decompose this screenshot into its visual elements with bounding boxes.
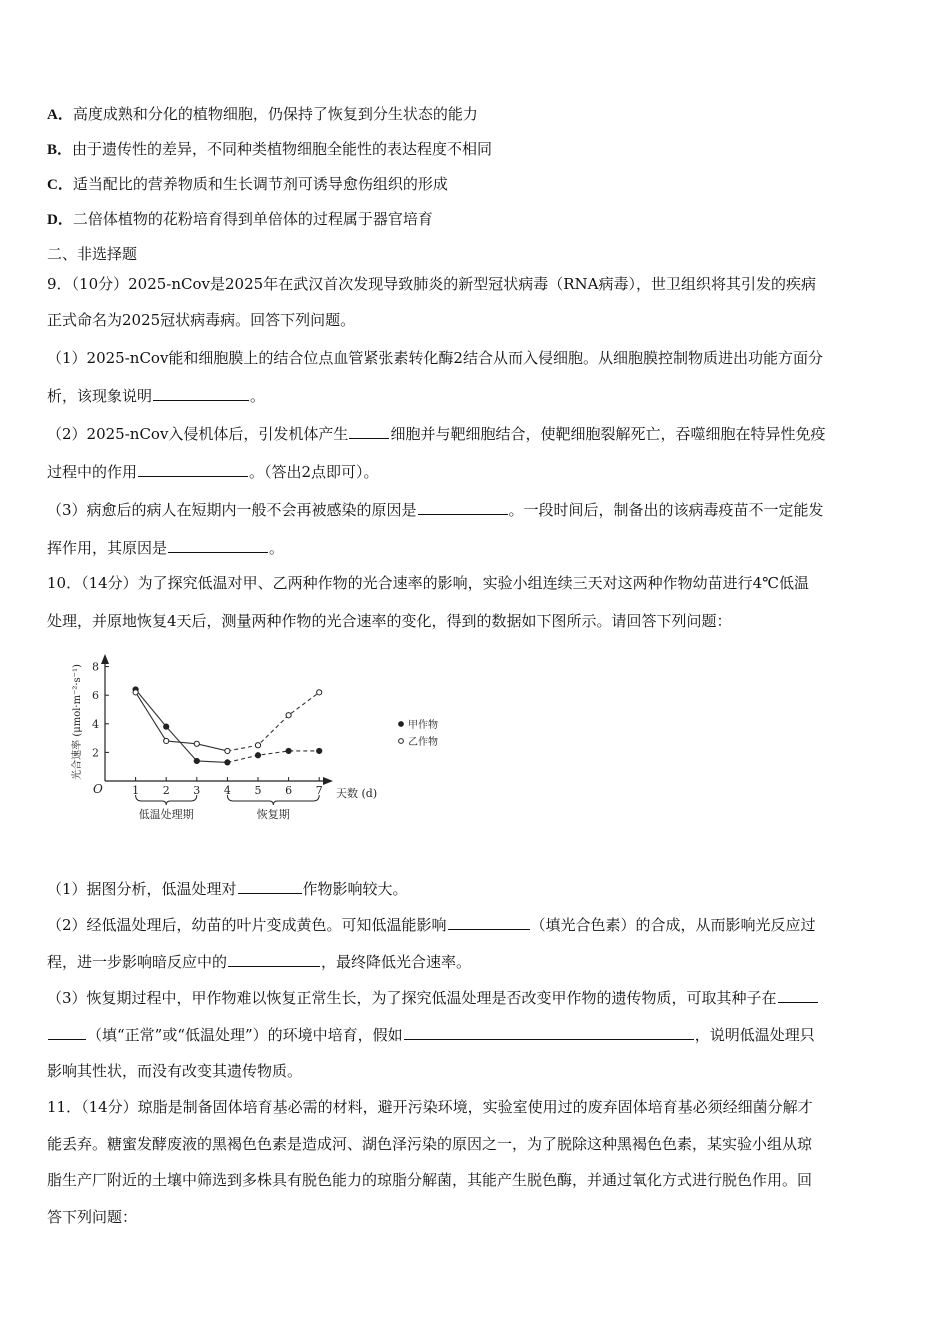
answer-blank[interactable]: [48, 1025, 86, 1040]
q10-part1-text-a: （1）据图分析，低温处理对: [47, 880, 237, 898]
answer-blank[interactable]: [138, 462, 248, 477]
q10-part1: [47, 879, 907, 899]
series-2-point: [317, 690, 322, 695]
q9-part3-line1: [47, 500, 907, 520]
answer-blank[interactable]: [418, 500, 508, 515]
series-1-line-dashed: [227, 751, 319, 762]
option-c: [47, 174, 907, 195]
option-b: [47, 139, 907, 160]
q10-part3-line1: [47, 988, 907, 1008]
option-d-text: 二倍体植物的花粉培育得到单倍体的过程属于器官培育: [72, 210, 433, 228]
q9-part3-text-b: 。一段时间后，制备出的该病毒疫苗不一定能发: [508, 501, 824, 519]
q10-part2-text-d: ，最终降低光合速率。: [321, 953, 472, 971]
q9-part1-text-b: 。: [250, 387, 266, 405]
series-1-point: [255, 753, 260, 758]
q11-stem-line4: 答下列问题：: [47, 1208, 138, 1226]
option-c-text: 适当配比的营养物质和生长调节剂可诱导愈伤组织的形成: [72, 175, 448, 193]
option-d: [47, 209, 907, 230]
answer-blank[interactable]: [448, 915, 530, 930]
photosynthesis-rate-chart: [60, 650, 460, 825]
q9-part2-line1: [47, 424, 907, 444]
q9-part3-line2: [47, 538, 907, 558]
series-1-point: [286, 748, 291, 753]
series-2-point: [255, 743, 260, 748]
series-2-line-solid: [136, 692, 228, 751]
legend-label: 甲作物: [408, 720, 438, 731]
series-2-point: [164, 738, 169, 743]
option-d-letter: D．: [47, 212, 73, 228]
option-b-letter: B．: [47, 142, 73, 158]
q10-part1-text-b: 作物影响较大。: [302, 880, 408, 898]
y-tick-label: 2: [92, 746, 99, 760]
series-2-point: [133, 690, 138, 695]
series-1-point: [194, 758, 199, 763]
q9-part1-line2: [47, 386, 907, 406]
q11-stem-line2: 能丢弃。糖蜜发酵废液的黑褐色色素是造成河、湖色泽污染的原因之一，为了脱除这种黑褐色色素，某实验小组从琼: [47, 1135, 813, 1153]
x-tick-label: 6: [285, 784, 293, 797]
y-tick-label: 4: [92, 717, 99, 731]
q9-part2-line2: [47, 462, 907, 482]
answer-blank[interactable]: [228, 952, 320, 967]
series-2-point: [194, 741, 199, 746]
chart-axes: [101, 654, 333, 785]
q9-part2-text-c: 过程中的作用: [47, 463, 138, 481]
q10-stem-line1: 10．（14分）为了探究低温对甲、乙两种作物的光合速率的影响，实验小组连续三天对这两种作物幼苗进行4℃低温: [47, 574, 810, 592]
q10-part2-line2: [47, 952, 907, 972]
x-tick-label: 5: [254, 784, 262, 797]
q9-stem-line2: 正式命名为2025冠状病毒病。回答下列问题。: [47, 311, 356, 329]
legend-label: 乙作物: [408, 737, 438, 748]
x-tick-label: 1: [132, 784, 140, 797]
q9-part2-text-a: （2）2025-nCov入侵机体后，引发机体产生: [47, 425, 349, 443]
series-1-point: [225, 760, 230, 765]
q9-part3-text-d: 。: [269, 539, 285, 557]
y-tick-label: 6: [92, 689, 99, 703]
option-c-letter: C．: [47, 177, 73, 193]
q9-part1-text-a: 析，该现象说明: [47, 387, 153, 405]
q10-part2-text-b: （填光合色素）的合成，从而影响光反应过: [530, 916, 816, 934]
q9-part2-text-d: 。（答出2点即可）。: [249, 463, 379, 481]
period-label: 恢复期: [256, 808, 290, 821]
option-a-text: 高度成熟和分化的植物细胞，仍保持了恢复到分生状态的能力: [72, 105, 478, 123]
q9-part1-line1: （1）2025-nCov能和细胞膜上的结合位点血管紧张素转化酶2结合从而入侵细胞。从细胞膜控制物质进出功能方面分: [47, 349, 823, 367]
q10-part3-text-b: （填“正常”或“低温处理”）的环境中培育，假如: [87, 1026, 403, 1044]
legend-marker: [399, 722, 404, 727]
answer-blank[interactable]: [349, 424, 389, 439]
period-brace: [227, 795, 319, 805]
series-1-line-solid: [136, 689, 228, 762]
q9-part2-text-b: 细胞并与靶细胞结合，使靶细胞裂解死亡，吞噬细胞在特异性免疫: [390, 425, 826, 443]
series-1-point: [317, 748, 322, 753]
x-tick-label: 7: [315, 784, 323, 797]
series-2-line-dashed: [227, 692, 319, 751]
q10-stem-line2: 处理，并原地恢复4天后，测量两种作物的光合速率的变化，得到的数据如下图所示。请回答下列问题：: [47, 612, 732, 630]
period-label: 低温处理期: [138, 808, 194, 821]
option-a: [47, 104, 907, 125]
q10-part2-line1: [47, 915, 907, 935]
q10-part3-line2: [47, 1025, 907, 1045]
origin-label: O: [93, 782, 103, 796]
x-tick-label: 4: [223, 784, 231, 797]
x-axis-arrow: [323, 777, 333, 785]
y-axis-label: 光合速率 (μmol·m⁻²·s⁻¹): [72, 664, 83, 780]
q11-stem-line3: 脂生产厂附近的土壤中筛选到多株具有脱色能力的琼脂分解菌，其能产生脱色酶，并通过氧化方式进行脱色作用。回: [47, 1171, 813, 1189]
q10-part2-text-a: （2）经低温处理后，幼苗的叶片变成黄色。可知低温能影响: [47, 916, 447, 934]
legend-marker: [399, 739, 404, 744]
series-2-point: [286, 713, 291, 718]
answer-blank[interactable]: [153, 386, 249, 401]
y-axis-arrow: [101, 654, 109, 664]
q10-part3-text-c: ，说明低温处理只: [694, 1026, 815, 1044]
answer-blank[interactable]: [404, 1025, 694, 1040]
q9-part3-text-c: 挥作用，其原因是: [47, 539, 168, 557]
series-1-point: [164, 724, 169, 729]
q10-part3-line3: 影响其性状，而没有改变其遗传物质。: [47, 1062, 303, 1080]
answer-blank[interactable]: [778, 988, 818, 1003]
x-tick-label: 2: [162, 784, 170, 797]
answer-blank[interactable]: [168, 538, 268, 553]
q10-part3-text-a: （3）恢复期过程中，甲作物难以恢复正常生长，为了探究低温处理是否改变甲作物的遗传物质，可取其种子在: [47, 989, 777, 1007]
q9-stem-line1: 9．（10分）2025-nCov是2025年在武汉首次发现导致肺炎的新型冠状病毒（RNA病毒），世卫组织将其引发的疾病: [47, 275, 816, 293]
option-a-letter: A．: [47, 107, 73, 123]
series-2-point: [225, 748, 230, 753]
answer-blank[interactable]: [238, 879, 302, 894]
x-axis-label: 天数 (d): [336, 787, 378, 800]
q9-part3-text-a: （3）病愈后的病人在短期内一般不会再被感染的原因是: [47, 501, 417, 519]
section-heading: 二、非选择题: [47, 245, 138, 263]
x-tick-label: 3: [193, 784, 201, 797]
q10-part2-text-c: 程，进一步影响暗反应中的: [47, 953, 228, 971]
y-tick-label: 8: [92, 660, 99, 674]
option-b-text: 由于遗传性的差异，不同种类植物细胞全能性的表达程度不相同: [72, 140, 493, 158]
q11-stem-line1: 11．（14分）琼脂是制备固体培育基必需的材料，避开污染环境，实验室使用过的废弃固体培育基必须经细菌分解才: [47, 1098, 813, 1116]
